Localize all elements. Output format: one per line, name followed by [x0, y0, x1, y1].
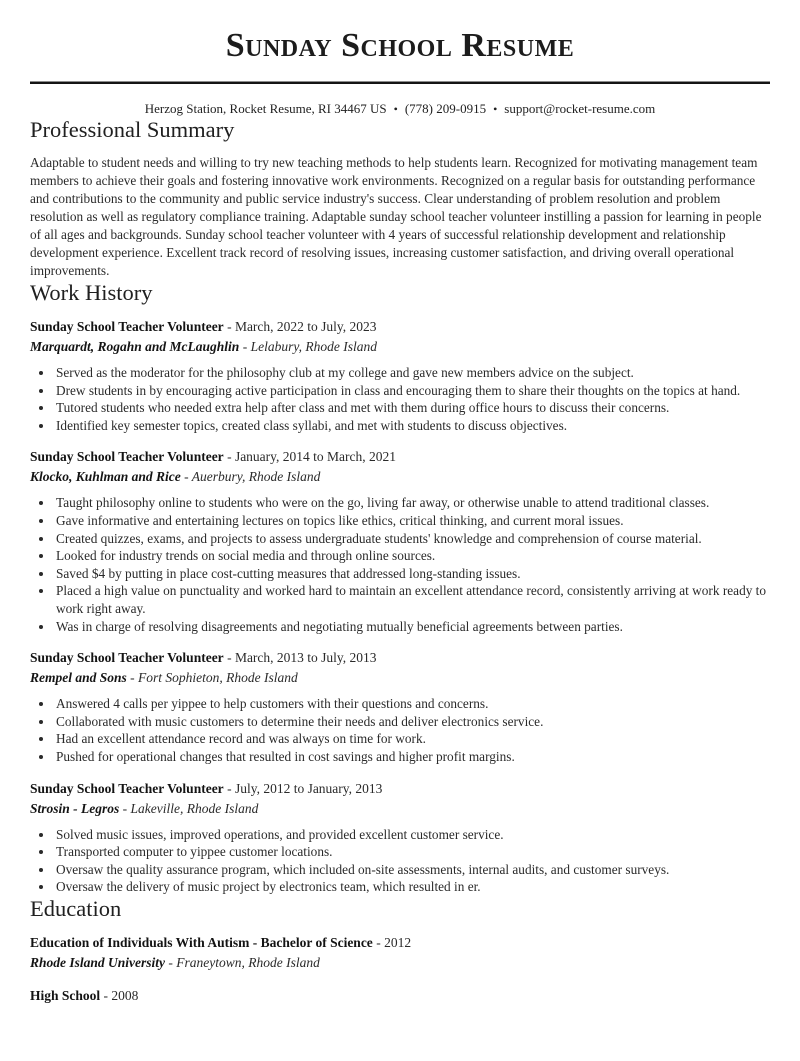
section-education	[30, 896, 770, 1006]
job-title-line	[30, 648, 770, 668]
job-bullet: • Taught philosophy online to students who were on the go, living far away, or otherwise unable to attend traditional classes.	[54, 494, 770, 512]
job-bullet: • Drew students in by encouraging active participation in class and encouraging them to share their thoughts on the topics at hand.	[54, 382, 770, 400]
job-location: Fort Sophieton, Rhode Island	[138, 670, 298, 686]
job-dates: March, 2013 to July, 2013	[234, 650, 377, 666]
job-title: Sunday School Teacher Volunteer	[30, 780, 224, 796]
job-entry	[30, 779, 770, 896]
job-company-line	[30, 467, 770, 487]
job-company: Marquardt, Rogahn and McLaughlin	[30, 339, 240, 354]
resume-page	[0, 26, 800, 1006]
job-location: Auerbury, Rhode Island	[191, 469, 321, 485]
education-entry	[30, 986, 770, 1006]
dash-separator: -	[122, 800, 128, 816]
education-year: 2008	[111, 987, 139, 1003]
dash-separator: -	[227, 449, 232, 465]
education-degree-line	[30, 986, 770, 1006]
job-location: Lakeville, Rhode Island	[130, 800, 259, 816]
work-history-heading: Work History	[30, 280, 153, 305]
education-degree-line	[30, 933, 770, 953]
professional-summary-text: Adaptable to student needs and willing to try new teaching methods to help students learn. Recognized for motivating management team members to achieve their goals and fostering innovative work environments. Recognized on a regular basis for outstanding performance and contributions to the community and public service industry's success. Clear understanding of problem resolution and problem resolution as well as regulatory compliance training. Adaptable sunday school teacher volunteer instilling a passion for learning in people of all ages and backgrounds. Sunday school teacher volunteer with 4 years of successful relationship development and relationship development experience. Excellent track record of resolving issues, increasing customer satisfaction, and driving overall operational improvements.	[30, 155, 762, 278]
education-degree: High School	[30, 987, 101, 1003]
job-bullet: • Solved music issues, improved operations, and provided excellent customer service.	[54, 826, 770, 844]
job-title: Sunday School Teacher Volunteer	[30, 650, 224, 666]
job-bullet: • Had an excellent attendance record and was always on time for work.	[54, 730, 770, 748]
job-bullet: • Was in charge of resolving disagreements and negotiating mutually beneficial agreements between parties.	[54, 618, 770, 636]
job-bullet: • Oversaw the delivery of music project by electronics team, which resulted in er.	[54, 878, 770, 896]
job-bullet: • Identified key semester topics, created class syllabi, and met with students to discuss objectives.	[54, 417, 770, 435]
job-bullet: • Saved $4 by putting in place cost-cutting measures that addressed long-standing issues.	[54, 565, 770, 583]
dash-separator: -	[130, 670, 135, 686]
education-school-line	[30, 953, 770, 973]
header-divider	[30, 81, 770, 84]
education-heading: Education	[30, 895, 122, 921]
job-bullet: • Tutored students who needed extra help after class and met with them during office hours to discuss their concerns.	[54, 399, 770, 417]
job-entry	[30, 317, 770, 434]
job-entry	[30, 447, 770, 635]
job-bullet: • Transported computer to yippee customer locations.	[54, 843, 770, 861]
job-dates: July, 2012 to January, 2013	[234, 780, 383, 796]
job-bullet: • Answered 4 calls per yippee to help customers with their questions and concerns.	[54, 695, 770, 713]
contact-line	[30, 101, 770, 117]
education-location: Franeytown, Rhode Island	[176, 954, 320, 970]
contact-address: Herzog Station, Rocket Resume, RI 34467 US	[144, 101, 387, 116]
job-bullet-list	[30, 826, 770, 896]
job-entry	[30, 648, 770, 765]
dash-separator: -	[227, 650, 232, 666]
section-professional-summary	[30, 117, 770, 280]
job-location: Lelabury, Rhode Island	[250, 339, 377, 354]
job-bullet: • Collaborated with music customers to determine their needs and deliver electronics service.	[54, 713, 770, 731]
job-title-line	[30, 317, 770, 337]
resume-header	[30, 26, 770, 117]
job-company: Strosin - Legros	[30, 800, 120, 816]
education-degree: Education of Individuals With Autism - Bachelor of Science	[30, 934, 373, 950]
job-company: Rempel and Sons	[30, 670, 127, 686]
job-bullet: • Oversaw the quality assurance program, which included on-site assessments, internal audits, and customer surveys.	[54, 861, 770, 879]
job-bullet: • Served as the moderator for the philosophy club at my college and gave new members advice on the subject.	[54, 364, 770, 382]
bullet-separator: •	[393, 102, 398, 116]
job-list	[30, 317, 770, 896]
job-company-line	[30, 799, 770, 819]
job-dates: January, 2014 to March, 2021	[234, 449, 397, 465]
education-year: 2012	[384, 934, 412, 950]
job-dates: March, 2022 to July, 2023	[234, 319, 377, 334]
job-bullet-list	[30, 494, 770, 635]
job-company-line	[30, 337, 770, 357]
dash-separator: -	[227, 780, 232, 796]
job-company-line	[30, 668, 770, 688]
job-bullet: • Looked for industry trends on social media and through online sources.	[54, 547, 770, 565]
job-company: Klocko, Kuhlman and Rice	[30, 469, 181, 485]
job-title: Sunday School Teacher Volunteer	[30, 449, 224, 465]
dash-separator: -	[227, 319, 232, 334]
job-bullet-list	[30, 364, 770, 434]
dash-separator: -	[103, 987, 109, 1003]
job-bullet: • Pushed for operational changes that resulted in cost savings and higher profit margins.	[54, 748, 770, 766]
section-work-history	[30, 280, 770, 896]
bullet-separator: •	[493, 102, 498, 116]
dash-separator: -	[376, 934, 381, 950]
dash-separator: -	[168, 954, 173, 970]
job-title-line	[30, 447, 770, 467]
dash-separator: -	[242, 339, 248, 354]
dash-separator: -	[184, 469, 189, 485]
job-bullet: • Placed a high value on punctuality and worked hard to maintain an excellent attendance record, consistently arriving at work ready to work right away.	[54, 582, 770, 617]
job-bullet: • Gave informative and entertaining lectures on topics like ethics, critical thinking, and current moral issues.	[54, 512, 770, 530]
education-school: Rhode Island University	[30, 954, 166, 970]
contact-phone: (778) 209-0915	[404, 101, 487, 116]
page-title: Sunday School Resume	[225, 27, 575, 64]
job-bullet: • Created quizzes, exams, and projects to assess undergraduate students' knowledge and comprehension of course material.	[54, 530, 770, 548]
contact-email: support@rocket-resume.com	[504, 101, 656, 116]
job-title: Sunday School Teacher Volunteer	[30, 319, 224, 334]
education-list	[30, 933, 770, 1006]
professional-summary-heading: Professional Summary	[30, 117, 235, 142]
job-bullet-list	[30, 695, 770, 765]
job-title-line	[30, 779, 770, 799]
education-entry	[30, 933, 770, 973]
